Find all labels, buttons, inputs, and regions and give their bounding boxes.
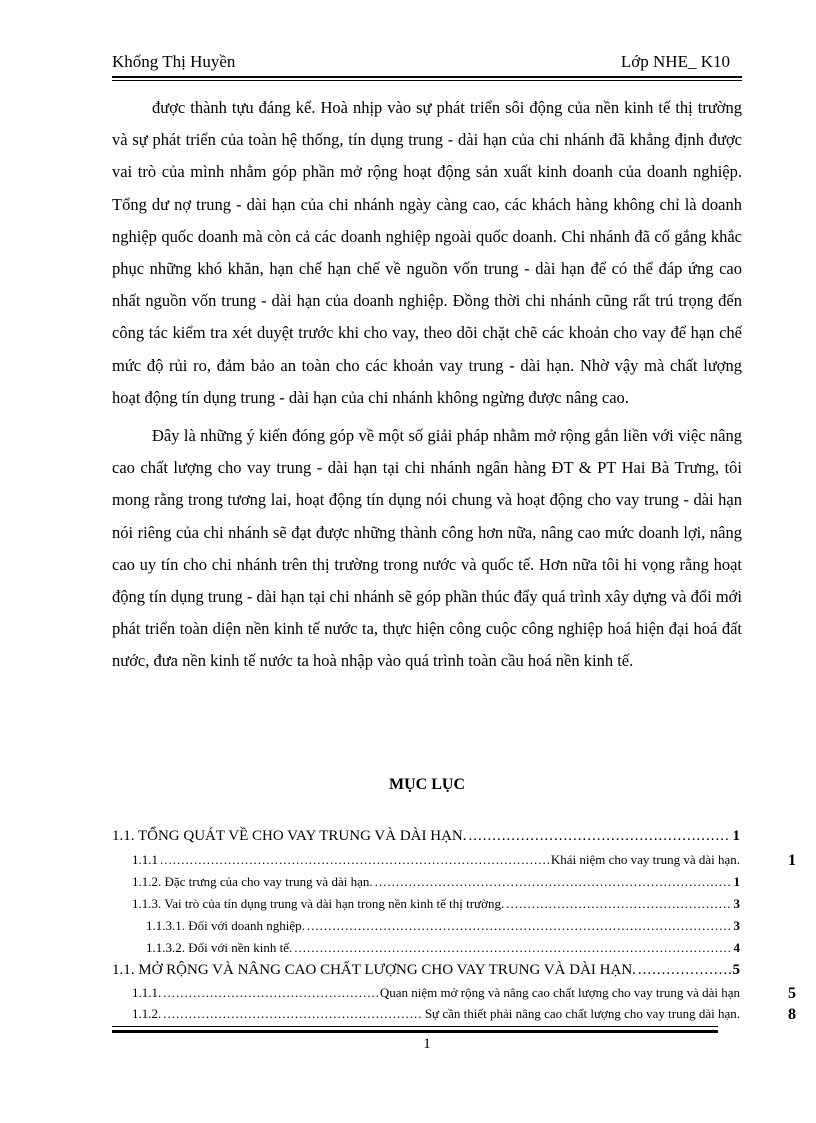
- footer-rule: [112, 1026, 718, 1027]
- toc-entry-text: 1.1.2. Đặc trưng của cho vay trung và dài hạn.: [132, 874, 373, 889]
- body-text: [112, 92, 742, 678]
- toc-entry: [112, 918, 740, 940]
- toc-entry-text: Khái niệm cho vay trung và dài hạn.: [550, 852, 740, 867]
- toc-entry-text: Sự cần thiết phải nâng cao chất lượng cho vay trung dài hạn.: [424, 1006, 740, 1021]
- toc-entry-text: 1.1.3.2. Đối với nền kinh tế.: [146, 940, 293, 955]
- toc-entry: [112, 896, 740, 918]
- toc-entry-number: 1.1.2.: [132, 1006, 162, 1021]
- page-header: [112, 52, 742, 76]
- toc-entry-page: 5: [732, 962, 740, 978]
- toc-leader: [160, 852, 549, 868]
- toc-entry-page: 1: [733, 874, 740, 889]
- toc-entry-page: 5: [788, 985, 796, 1002]
- toc-entry: [112, 1006, 796, 1028]
- paragraph: Đây là những ý kiến đóng góp về một số giải pháp nhằm mở rộng gắn liền với việc nâng cao chất lượng cho vay trung - dài hạn tại chi nhánh ngân hàng ĐT & PT Hai Bà Trưng, tôi mong rằng trong tương lai, hoạt động tín dụng nói chung và hoạt động cho vay trung - dài hạn nói riêng của chi nhánh sẽ đạt được những thành công hơn nữa, nâng cao mức doanh lợi, nâng cao uy tín cho chi nhánh trên thị trường trong nước và quốc tế. Hơn nữa tôi hi vọng rằng hoạt động tín dụng trung - dài hạn tại chi nhánh sẽ góp phần thúc đẩy quá trình xây dựng và đổi mới phát triển toàn diện nền kinh tế nước ta, thực hiện công cuộc công nghiệp hoá hiện đại hoá đất nước, đưa nền kinh tế nước ta hoà nhập vào quá trình toàn cầu hoá nền kinh tế.: [112, 426, 742, 671]
- toc-entry: [112, 940, 740, 962]
- header-class: Lớp NHE_ K10: [620, 52, 730, 71]
- toc-entry-number: 1.1.1.: [132, 985, 162, 1000]
- toc-leader: [163, 985, 378, 1001]
- toc-entry-page: 8: [788, 1006, 796, 1023]
- toc-leader: [638, 962, 731, 979]
- toc-leader: [307, 918, 732, 934]
- toc-leader: [294, 940, 731, 956]
- toc-entry: [112, 828, 740, 850]
- toc-entry-text: Quan niệm mở rộng và nâng cao chất lượng cho vay trung và dài hạn: [379, 985, 740, 1000]
- toc-entry: [112, 962, 740, 984]
- toc-entry: [112, 874, 740, 896]
- toc-entry-page: 3: [733, 918, 740, 933]
- header-rule-thin: [112, 80, 742, 81]
- toc-entry-text: 1.1.3.1. Đối với doanh nghiệp.: [146, 918, 305, 933]
- toc-entry-page: 1: [732, 828, 740, 844]
- toc-entry: [112, 985, 796, 1007]
- toc-leader: [506, 896, 731, 912]
- toc-leader: [375, 874, 732, 890]
- page-number: 1: [423, 1036, 431, 1052]
- toc-entry-text: 1.1. TỔNG QUÁT VỀ CHO VAY TRUNG VÀ DÀI HẠN.: [112, 828, 467, 844]
- header-rule: [112, 76, 742, 78]
- toc-title: MỤC LỤC: [389, 776, 465, 793]
- footer-rule-thick: [112, 1030, 718, 1033]
- paragraph: được thành tựu đáng kể. Hoà nhịp vào sự phát triển sôi động của nền kinh tế thị trường và sự phát triển của toàn hệ thống, tín dụng trung - dài hạn của chi nhánh đã khẳng định được vai trò của mình nhằm góp phần mở rộng hoạt động sản xuất kinh doanh của doanh nghiệp. Tổng dư nợ trung - dài hạn của chi nhánh ngày càng cao, các khách hàng không chỉ là doanh nghiệp quốc doanh mà còn cả các doanh nghiệp ngoài quốc doanh. Chi nhánh đã cố gắng khắc phục những khó khăn, hạn chế hạn chế về nguồn vốn trung - dài hạn để có thể đáp ứng cao nhất nguồn vốn trung - dài hạn của doanh nghiệp. Đồng thời chi nhánh cũng rất trú trọng đến công tác kiểm tra xét duyệt trước khi cho vay, theo dõi chặt chẽ các khoản cho vay để hạn chế mức độ rủi ro, đảm bảo an toàn cho các khoản vay trung - dài hạn. Nhờ vậy mà chất lượng hoạt động tín dụng trung - dài hạn của chi nhánh không ngừng được nâng cao.: [112, 98, 742, 407]
- toc-entry-text: 1.1. MỞ RỘNG VÀ NÂNG CAO CHẤT LƯỢNG CHO VAY TRUNG VÀ DÀI HẠN.: [112, 962, 636, 978]
- toc-entry-number: 1.1.1: [132, 852, 158, 867]
- toc-entry-page: 3: [733, 896, 740, 911]
- toc-entry-page: 4: [733, 940, 740, 955]
- toc-leader: [163, 1006, 423, 1022]
- toc-entry: [112, 852, 796, 874]
- toc-entry-text: 1.1.3. Vai trò của tín dụng trung và dài hạn trong nền kinh tế thị trường.: [132, 896, 505, 911]
- header-author: Khổng Thị Huyền: [112, 52, 236, 71]
- toc-leader: [468, 828, 730, 845]
- toc-entry-page: 1: [788, 852, 796, 869]
